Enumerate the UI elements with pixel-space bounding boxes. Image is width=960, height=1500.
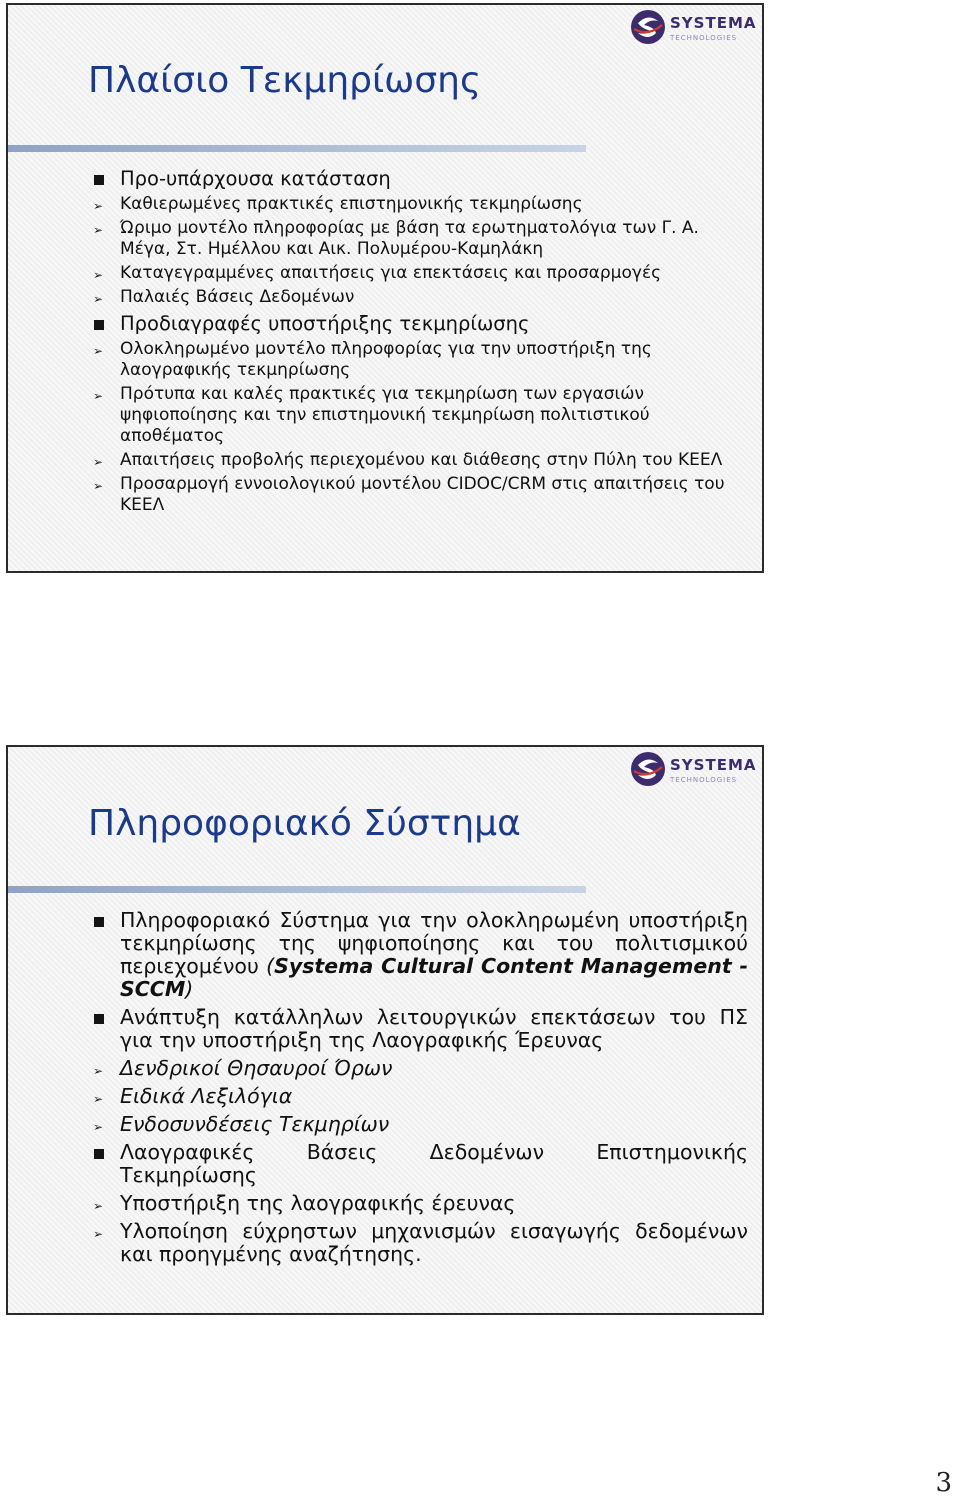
square-bullet-icon: [94, 1149, 104, 1159]
sub-bullet-text: Πρότυπα και καλές πρακτικές για τεκμηρίωση των εργασιών ψηφιοποίησης και την επιστημονική τεκμηρίωση πολιτιστικού αποθέματος: [120, 384, 650, 446]
square-bullet-icon: [94, 320, 104, 330]
bullet-text: Λαογραφικές Βάσεις Δεδομένων Επιστημονικής Τεκμηρίωσης: [120, 1140, 748, 1187]
bullet-text: Προδιαγραφές υποστήριξης τεκμηρίωσης: [120, 312, 530, 335]
sub-bullet-text: Απαιτήσεις προβολής περιεχομένου και διάθεσης στην Πύλη του ΚΕΕΛ: [120, 450, 723, 470]
arrow-bullet-icon: ➢: [93, 344, 104, 358]
slide-2: [6, 745, 764, 1315]
sub-bullet-item: [62, 1192, 748, 1215]
square-bullet-icon: [94, 1014, 104, 1024]
sub-bullet-text: Δενδρικοί Θησαυροί Όρων: [120, 1056, 393, 1080]
sub-bullet-text: Υλοποίηση εύχρηστων μηχανισμών εισαγωγής δεδομένων και προηγμένης αναζήτησης.: [120, 1219, 748, 1266]
sub-bullet-text: Καθιερωμένες πρακτικές επιστημονικής τεκμηρίωσης: [120, 194, 583, 214]
sub-bullet-item: [62, 287, 748, 308]
sub-bullet-item: [62, 474, 748, 516]
sub-bullet-item: [62, 450, 748, 471]
sub-bullet-text: Ενδοσυνδέσεις Τεκμηρίων: [120, 1112, 390, 1136]
sub-bullet-item: [62, 263, 748, 284]
square-bullet-icon: [94, 175, 104, 185]
slide-content: [94, 163, 748, 516]
arrow-bullet-icon: ➢: [93, 1199, 104, 1213]
product-name: Systema Cultural Content Management - SCCM: [120, 954, 748, 1001]
slide-title: Πληροφοριακό Σύστημα: [88, 803, 521, 844]
bullet-text: Πληροφοριακό Σύστημα για την ολοκληρωμένη υποστήριξη τεκμηρίωσης της ψηφιοποίησης και του πολιτισμικού περιεχομένου: [120, 908, 748, 978]
slide-1: [6, 3, 764, 573]
arrow-bullet-icon: ➢: [93, 1227, 104, 1241]
bullet-item: [94, 167, 748, 191]
systema-logo: [628, 7, 760, 49]
sub-bullet-text: Παλαιές Βάσεις Δεδομένων: [120, 287, 355, 307]
paren-open: (: [266, 954, 275, 978]
arrow-bullet-icon: ➢: [93, 223, 104, 237]
arrow-bullet-icon: ➢: [93, 455, 104, 469]
sub-bullet-item: [62, 218, 748, 260]
arrow-bullet-icon: ➢: [93, 479, 104, 493]
paren-close: ): [185, 977, 194, 1001]
sub-bullet-item: [62, 1057, 748, 1080]
bullet-item: [94, 312, 748, 336]
logo-text: SYSTEMA: [670, 14, 757, 32]
slide-title: Πλαίσιο Τεκμηρίωσης: [88, 60, 482, 101]
sub-bullet-item: [62, 1220, 748, 1266]
page-number: 3: [935, 1468, 952, 1498]
square-bullet-icon: [94, 917, 104, 927]
arrow-bullet-icon: ➢: [93, 199, 104, 213]
arrow-bullet-icon: ➢: [93, 1092, 104, 1106]
sub-bullet-item: [62, 339, 748, 381]
sub-bullet-text: Υποστήριξη της λαογραφικής έρευνας: [120, 1191, 516, 1215]
logo-subtext: TECHNOLOGIES: [670, 34, 738, 42]
bullet-text: Ανάπτυξη κατάλληλων λειτουργικών επεκτάσεων του ΠΣ για την υποστήριξη της Λαογραφικής Έρευνας: [120, 1005, 748, 1052]
sub-bullet-item: [62, 1113, 748, 1136]
logo-text: SYSTEMA: [670, 756, 757, 774]
slide-content: [94, 904, 748, 1266]
bullet-item: [94, 909, 748, 1001]
bullet-item: [94, 1141, 748, 1187]
sub-bullet-item: [62, 194, 748, 215]
arrow-bullet-icon: ➢: [93, 292, 104, 306]
sub-bullet-text: Ειδικά Λεξιλόγια: [120, 1084, 293, 1108]
arrow-bullet-icon: ➢: [93, 268, 104, 282]
title-divider: [8, 145, 586, 152]
arrow-bullet-icon: ➢: [93, 1064, 104, 1078]
sub-bullet-item: [62, 384, 748, 447]
sub-bullet-text: Προσαρμογή εννοιολογικού μοντέλου CIDOC/CRM στις απαιτήσεις του ΚΕΕΛ: [120, 474, 725, 515]
arrow-bullet-icon: ➢: [93, 389, 104, 403]
sub-bullet-text: Ώριμο μοντέλο πληροφορίας με βάση τα ερωτηματολόγια των Γ. Α. Μέγα, Στ. Ημέλλου και Αικ. Πολυμέρου-Καμηλάκη: [120, 218, 699, 259]
sub-bullet-text: Καταγεγραμμένες απαιτήσεις για επεκτάσεις και προσαρμογές: [120, 263, 662, 283]
logo-subtext: TECHNOLOGIES: [670, 776, 738, 784]
arrow-bullet-icon: ➢: [93, 1120, 104, 1134]
sub-bullet-item: [62, 1085, 748, 1108]
systema-logo: [628, 749, 760, 791]
systema-logo-mark: [628, 749, 668, 789]
bullet-item: [94, 1006, 748, 1052]
sub-bullet-text: Ολοκληρωμένο μοντέλο πληροφορίας για την υποστήριξη της λαογραφικής τεκμηρίωσης: [120, 339, 652, 380]
bullet-text: Προ-υπάρχουσα κατάσταση: [120, 167, 391, 190]
systema-logo-mark: [628, 7, 668, 47]
title-divider: [8, 886, 586, 893]
